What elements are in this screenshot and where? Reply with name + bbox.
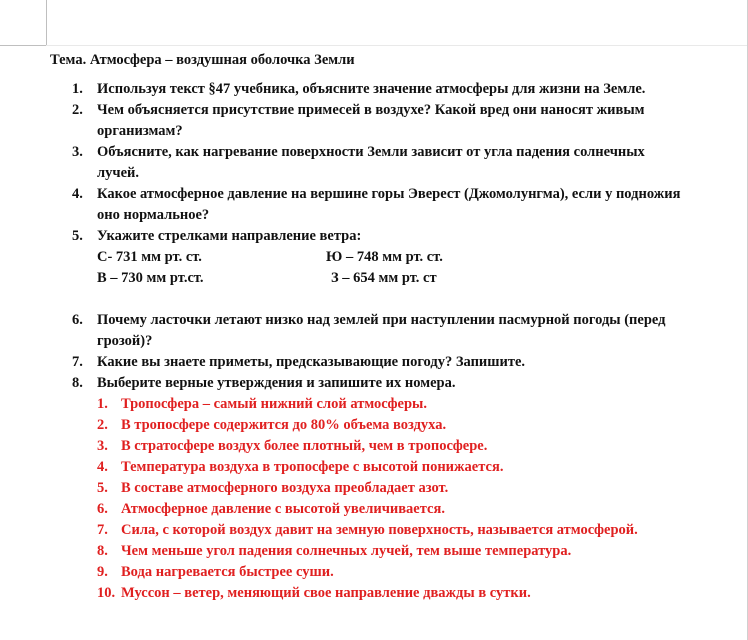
question-number: 6. (72, 312, 83, 328)
statement-number: 4. (97, 459, 108, 475)
question-item (50, 226, 748, 247)
question-text-continued: оно нормальное? (97, 207, 210, 223)
wind-north: С- 731 мм рт. ст. (97, 249, 202, 265)
question-item (50, 310, 748, 352)
statement-number: 8. (97, 543, 108, 559)
question-text: Используя текст §47 учебника, объясните значение атмосферы для жизни на Земле. (97, 81, 646, 97)
statement-number: 6. (97, 501, 108, 517)
statement-text: Муссон – ветер, меняющий свое направление дважды в сутки. (121, 585, 531, 601)
statement-item (50, 499, 748, 520)
question-item (50, 373, 748, 394)
question-text: Какие вы знаете приметы, предсказывающие погоду? Запишите. (97, 354, 526, 370)
statement-text: В тропосфере содержится до 80% объема воздуха. (121, 417, 447, 433)
question-number: 2. (72, 102, 83, 118)
statement-text: Вода нагревается быстрее суши. (121, 564, 334, 580)
question-text: Какое атмосферное давление на вершине горы Эверест (Джомолунгма), если у подножия (97, 186, 681, 202)
question-number: 4. (72, 186, 83, 202)
margin-guide-vertical (46, 0, 47, 45)
page-title: Тема. Атмосфера – воздушная оболочка Земли (50, 52, 355, 68)
question-text-continued: организмам? (97, 123, 183, 139)
question-text: Объясните, как нагревание поверхности Земли зависит от угла падения солнечных (97, 144, 645, 160)
question-text: Выберите верные утверждения и запишите их номера. (97, 375, 456, 391)
statement-item (50, 541, 748, 562)
question-list (50, 79, 748, 247)
statement-text: В стратосфере воздух более плотный, чем в тропосфере. (121, 438, 488, 454)
statement-number: 10. (97, 585, 116, 601)
statement-number: 1. (97, 396, 108, 412)
question-list-continued (50, 310, 748, 394)
question-item (50, 352, 748, 373)
question-text-continued: лучей. (97, 165, 139, 181)
question-number: 7. (72, 354, 83, 370)
statement-text: В составе атмосферного воздуха преобладает азот. (121, 480, 449, 496)
question-item (50, 184, 748, 226)
question-number: 8. (72, 375, 83, 391)
statement-text: Температура воздуха в тропосфере с высотой понижается. (121, 459, 504, 475)
wind-west: З – 654 мм рт. ст (331, 270, 437, 286)
question-text: Укажите стрелками направление ветра: (97, 228, 362, 244)
question-text: Почему ласточки летают низко над землей при наступлении пасмурной погоды (перед (97, 312, 666, 328)
statement-number: 2. (97, 417, 108, 433)
margin-guide-line (46, 45, 748, 46)
wind-east: В – 730 мм рт.ст. (97, 270, 204, 286)
statement-item (50, 583, 748, 604)
document-content (50, 50, 748, 604)
statement-text: Тропосфера – самый нижний слой атмосферы. (121, 396, 427, 412)
question-number: 3. (72, 144, 83, 160)
statement-number: 9. (97, 564, 108, 580)
question-item (50, 100, 748, 142)
blank-line (50, 289, 748, 310)
statement-item (50, 457, 748, 478)
statement-item (50, 520, 748, 541)
wind-south: Ю – 748 мм рт. ст. (326, 249, 443, 265)
statement-item (50, 415, 748, 436)
statement-number: 7. (97, 522, 108, 538)
statement-number: 3. (97, 438, 108, 454)
statement-text: Сила, с которой воздух давит на земную поверхность, называется атмосферой. (121, 522, 638, 538)
margin-guide-horizontal (0, 45, 46, 46)
question-number: 5. (72, 228, 83, 244)
question-item (50, 142, 748, 184)
statement-list (50, 394, 748, 604)
question-text: Чем объясняется присутствие примесей в воздухе? Какой вред они наносят живым (97, 102, 645, 118)
statement-item (50, 436, 748, 457)
statement-number: 5. (97, 480, 108, 496)
statement-item (50, 562, 748, 583)
question-item (50, 79, 748, 100)
statement-text: Атмосферное давление с высотой увеличивается. (121, 501, 445, 517)
statement-text: Чем меньше угол падения солнечных лучей, тем выше температура. (121, 543, 572, 559)
question-number: 1. (72, 81, 83, 97)
question-text-continued: грозой)? (97, 333, 153, 349)
statement-item (50, 478, 748, 499)
wind-pressure-table (50, 247, 748, 289)
statement-item (50, 394, 748, 415)
